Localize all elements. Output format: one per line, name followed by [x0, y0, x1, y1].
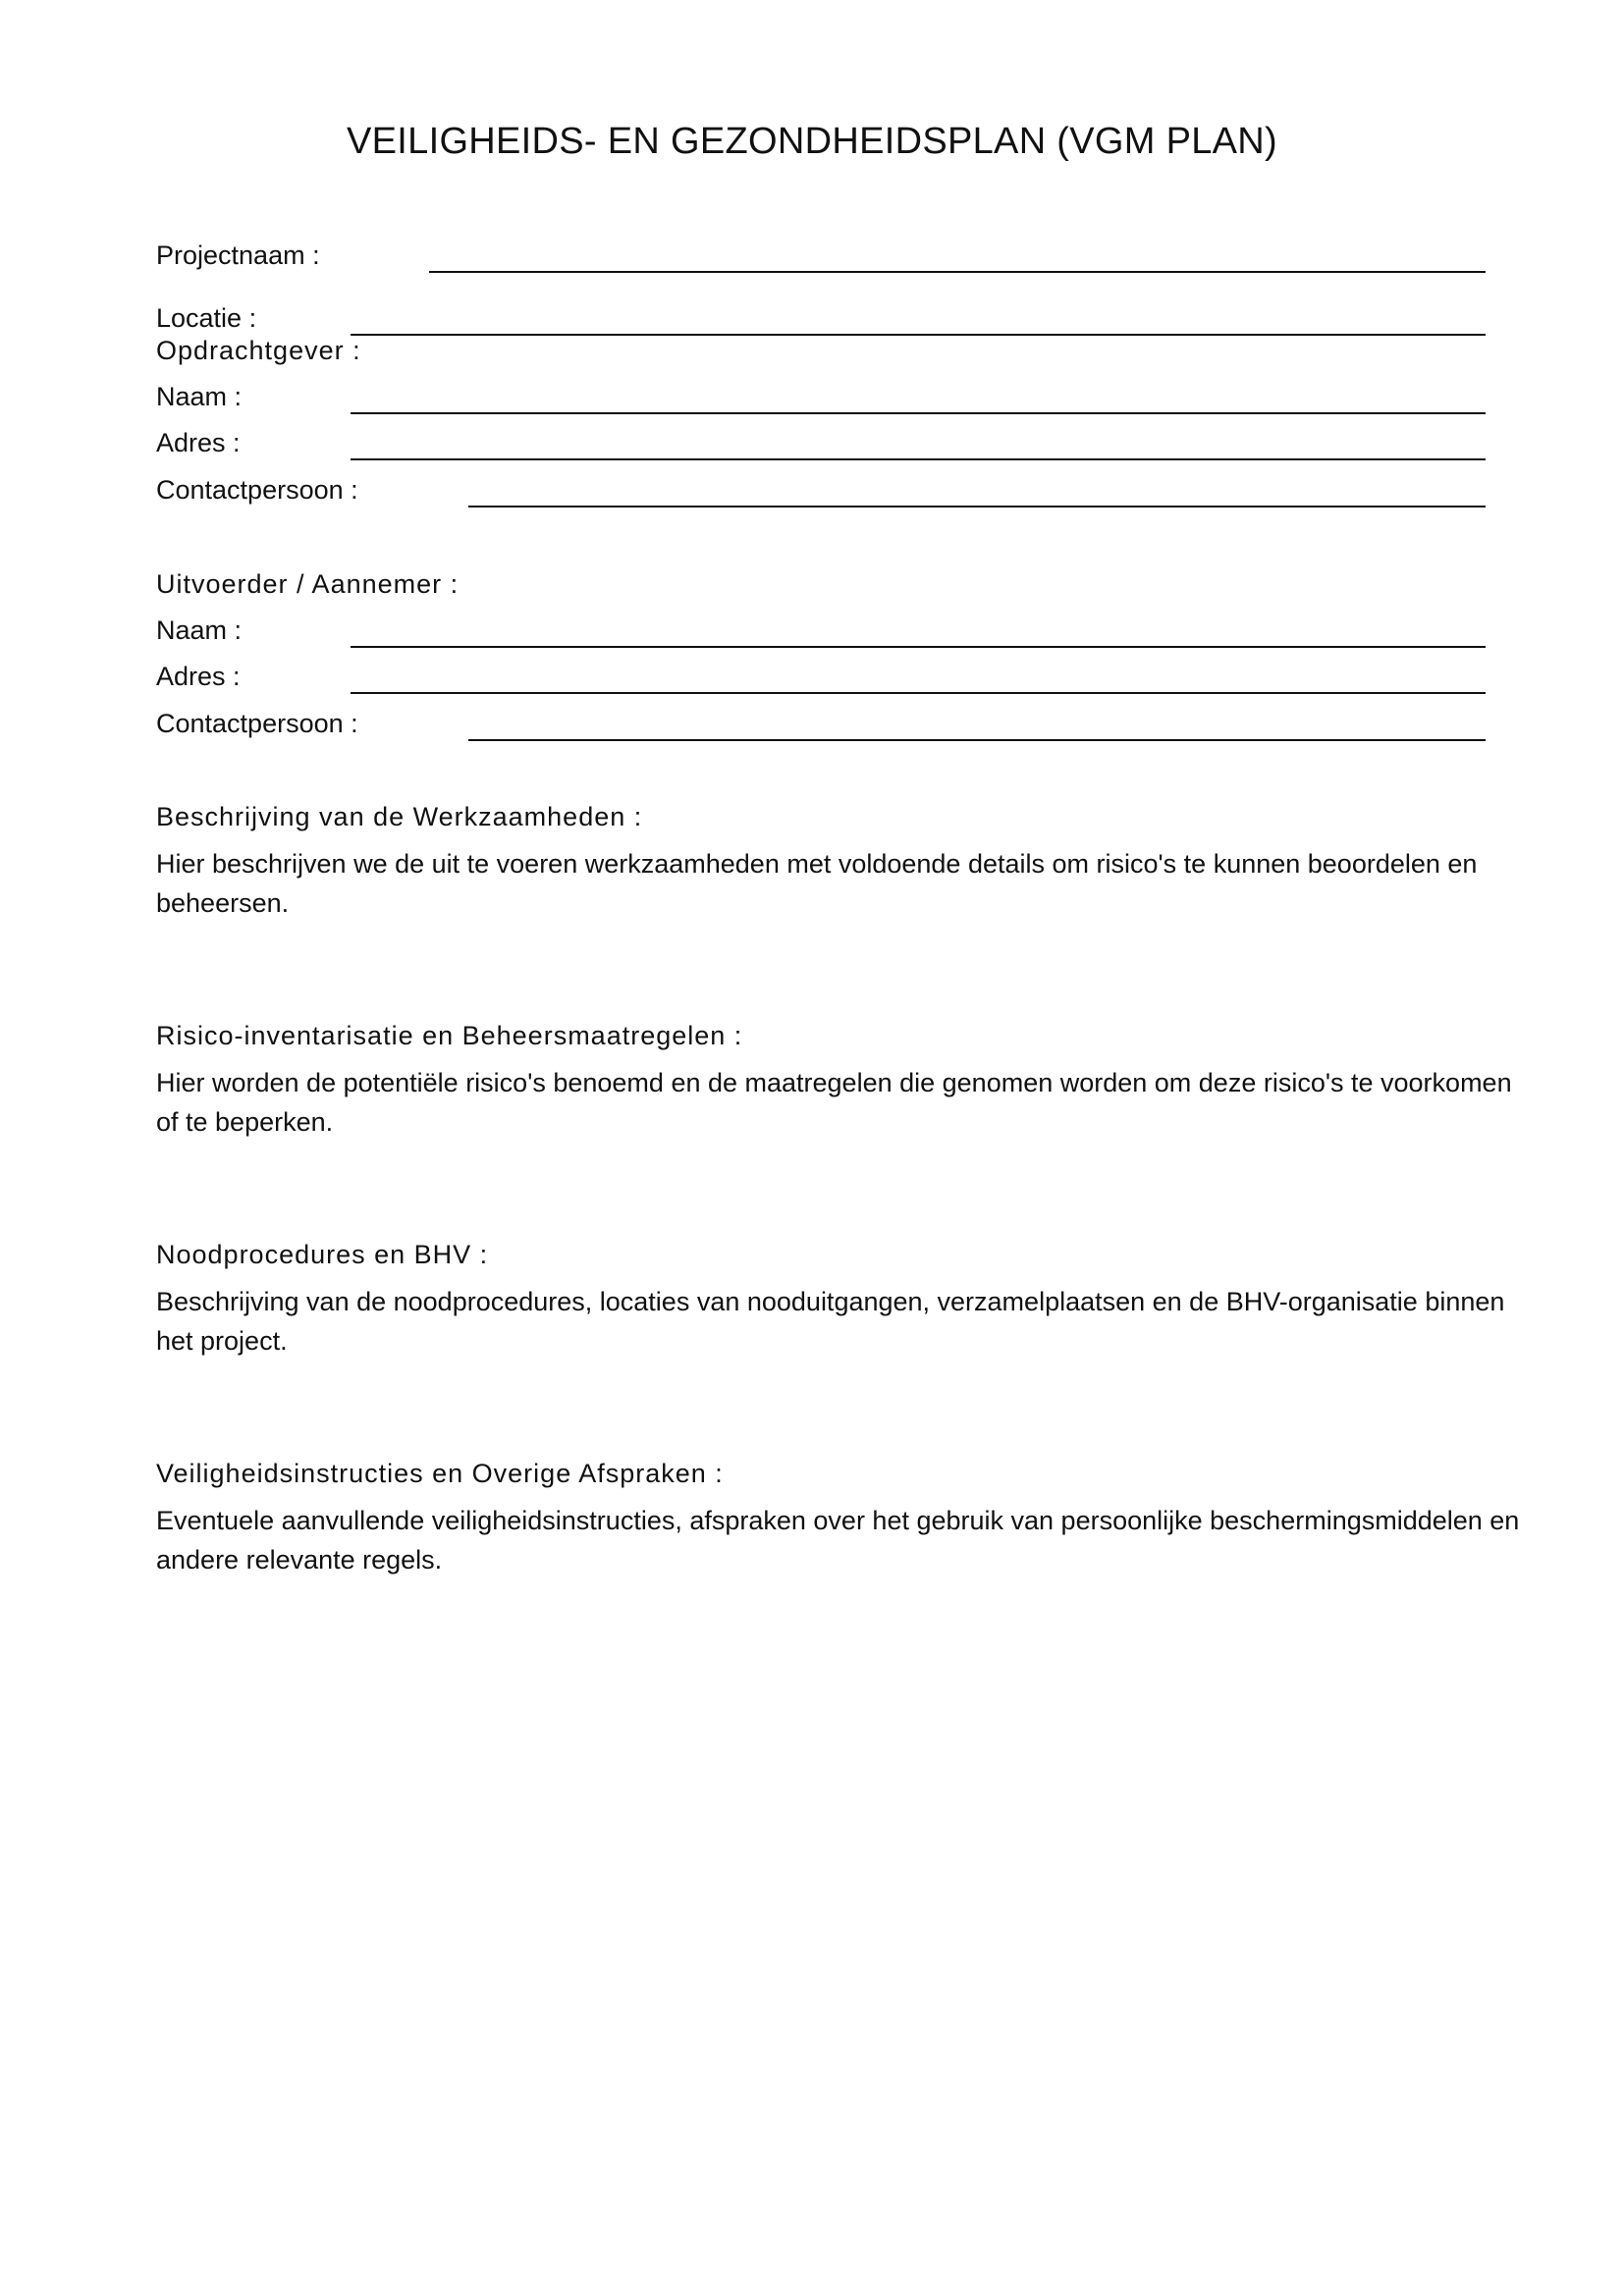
contractor-name-label: Naam :	[156, 615, 243, 645]
contractor-heading: Uitvoerder / Aannemer :	[156, 569, 460, 599]
section-heading-risk-inventory: Risico-inventarisatie en Beheersmaatregelen :	[156, 1021, 743, 1050]
location-label: Locatie :	[156, 303, 257, 333]
client-address-label: Adres :	[156, 428, 241, 457]
client-contact-field[interactable]	[468, 506, 1486, 507]
project-name-field[interactable]	[429, 271, 1486, 273]
contractor-contact-field[interactable]	[468, 739, 1486, 741]
section-heading-safety-instructions: Veiligheidsinstructies en Overige Afspraken :	[156, 1459, 724, 1488]
contractor-address-field[interactable]	[351, 692, 1486, 694]
client-contact-label: Contactpersoon :	[156, 475, 358, 505]
section-heading-work-description: Beschrijving van de Werkzaamheden :	[156, 802, 643, 831]
document-title: VEILIGHEIDS- EN GEZONDHEIDSPLAN (VGM PLAN)	[347, 121, 1277, 162]
project-name-label: Projectnaam :	[156, 240, 320, 270]
client-name-field[interactable]	[351, 412, 1486, 414]
contractor-name-field[interactable]	[351, 646, 1486, 648]
section-text-risk-inventory: Hier worden de potentiële risico's benoemd en de maatregelen die genomen worden om deze risico's te voorkomen of te beperken.	[156, 1068, 1512, 1137]
client-name-label: Naam :	[156, 382, 243, 411]
client-heading: Opdrachtgever :	[156, 336, 361, 365]
contractor-contact-label: Contactpersoon :	[156, 709, 358, 738]
client-address-field[interactable]	[351, 458, 1486, 460]
section-text-safety-instructions: Eventuele aanvullende veiligheidsinstructies, afspraken over het gebruik van persoonlijke beschermingsmiddelen en andere relevante regels.	[156, 1506, 1520, 1575]
location-field[interactable]	[351, 334, 1486, 336]
section-text-work-description: Hier beschrijven we de uit te voeren werkzaamheden met voldoende details om risico's te kunnen beoordelen en beheersen.	[156, 849, 1478, 918]
section-heading-emergency-procedures: Noodprocedures en BHV :	[156, 1240, 489, 1269]
contractor-address-label: Adres :	[156, 662, 241, 691]
section-text-emergency-procedures: Beschrijving van de noodprocedures, locaties van nooduitgangen, verzamelplaatsen en de BHV-organisatie binnen het project.	[156, 1287, 1505, 1356]
